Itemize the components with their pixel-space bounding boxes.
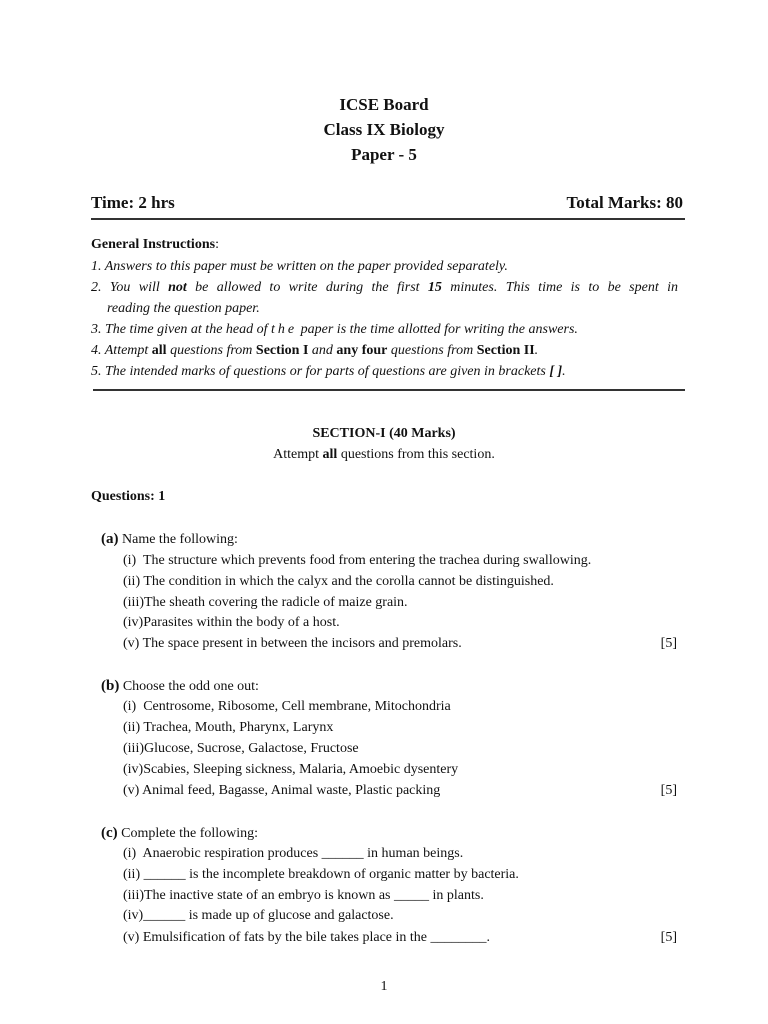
paper-title: Paper - 5 <box>351 145 417 164</box>
page-number: 1 <box>380 979 388 994</box>
instruction-4: 4. Attempt all questions from Section I and any four questions from Section II. <box>91 343 539 358</box>
list-item: (iv)Scabies, Sleeping sickness, Malaria, Amoebic dysentery <box>123 762 459 777</box>
list-item: (iv)______ is made up of glucose and galactose. <box>123 908 394 923</box>
instructions-heading: General Instructions: <box>91 237 219 252</box>
list-item: (iv)Parasites within the body of a host. <box>123 615 340 630</box>
list-item: (v) The space present in between the incisors and premolars. <box>123 636 462 651</box>
marks-badge: [5] <box>660 783 677 798</box>
instruction-3: 3. The time given at the head of the paper is the time allotted for writing the answers. <box>91 322 578 337</box>
list-item: (i) The structure which prevents food from entering the trachea during swallowing. <box>123 553 592 568</box>
list-item: (iii)Glucose, Sucrose, Galactose, Fructose <box>123 741 359 756</box>
instruction-2: 2. You will not be allowed to write during the first 15 minutes. This time is to be spent in <box>91 280 678 295</box>
marks-badge: [5] <box>660 930 677 945</box>
list-item: (ii) Trachea, Mouth, Pharynx, Larynx <box>123 720 334 735</box>
list-item: (i) Anaerobic respiration produces ______ in human beings. <box>123 846 464 861</box>
list-item: (ii) ______ is the incomplete breakdown of organic matter by bacteria. <box>123 867 519 882</box>
instruction-1: 1. Answers to this paper must be written on the paper provided separately. <box>91 259 508 274</box>
list-item: (ii) The condition in which the calyx and the corolla cannot be distinguished. <box>123 574 554 589</box>
section-subtitle: Attempt all questions from this section. <box>273 447 495 462</box>
instructions-divider <box>93 389 685 391</box>
time-label: Time: 2 hrs <box>91 193 175 212</box>
part-b-heading: (b) Choose the odd one out: <box>101 678 259 694</box>
list-item: (iii)The sheath covering the radicle of maize grain. <box>123 595 408 610</box>
class-subject-title: Class IX Biology <box>323 120 445 139</box>
section-title: SECTION-I (40 Marks) <box>312 426 456 441</box>
total-marks-label: Total Marks: 80 <box>566 193 683 212</box>
instruction-2-continued: reading the question paper. <box>107 301 260 316</box>
list-item: (v) Animal feed, Bagasse, Animal waste, Plastic packing <box>123 783 441 798</box>
board-title: ICSE Board <box>339 95 429 114</box>
part-c-heading: (c) Complete the following: <box>101 825 259 841</box>
question-label: Questions: 1 <box>91 489 166 504</box>
list-item: (i) Centrosome, Ribosome, Cell membrane, Mitochondria <box>123 699 451 714</box>
header-divider <box>91 218 685 220</box>
list-item: (v) Emulsification of fats by the bile takes place in the ________. <box>123 930 491 945</box>
instruction-5: 5. The intended marks of questions or for parts of questions are given in brackets [ ]. <box>91 364 566 379</box>
list-item: (iii)The inactive state of an embryo is known as _____ in plants. <box>123 888 484 903</box>
marks-badge: [5] <box>660 636 677 651</box>
part-a-heading: (a) Name the following: <box>101 531 238 547</box>
